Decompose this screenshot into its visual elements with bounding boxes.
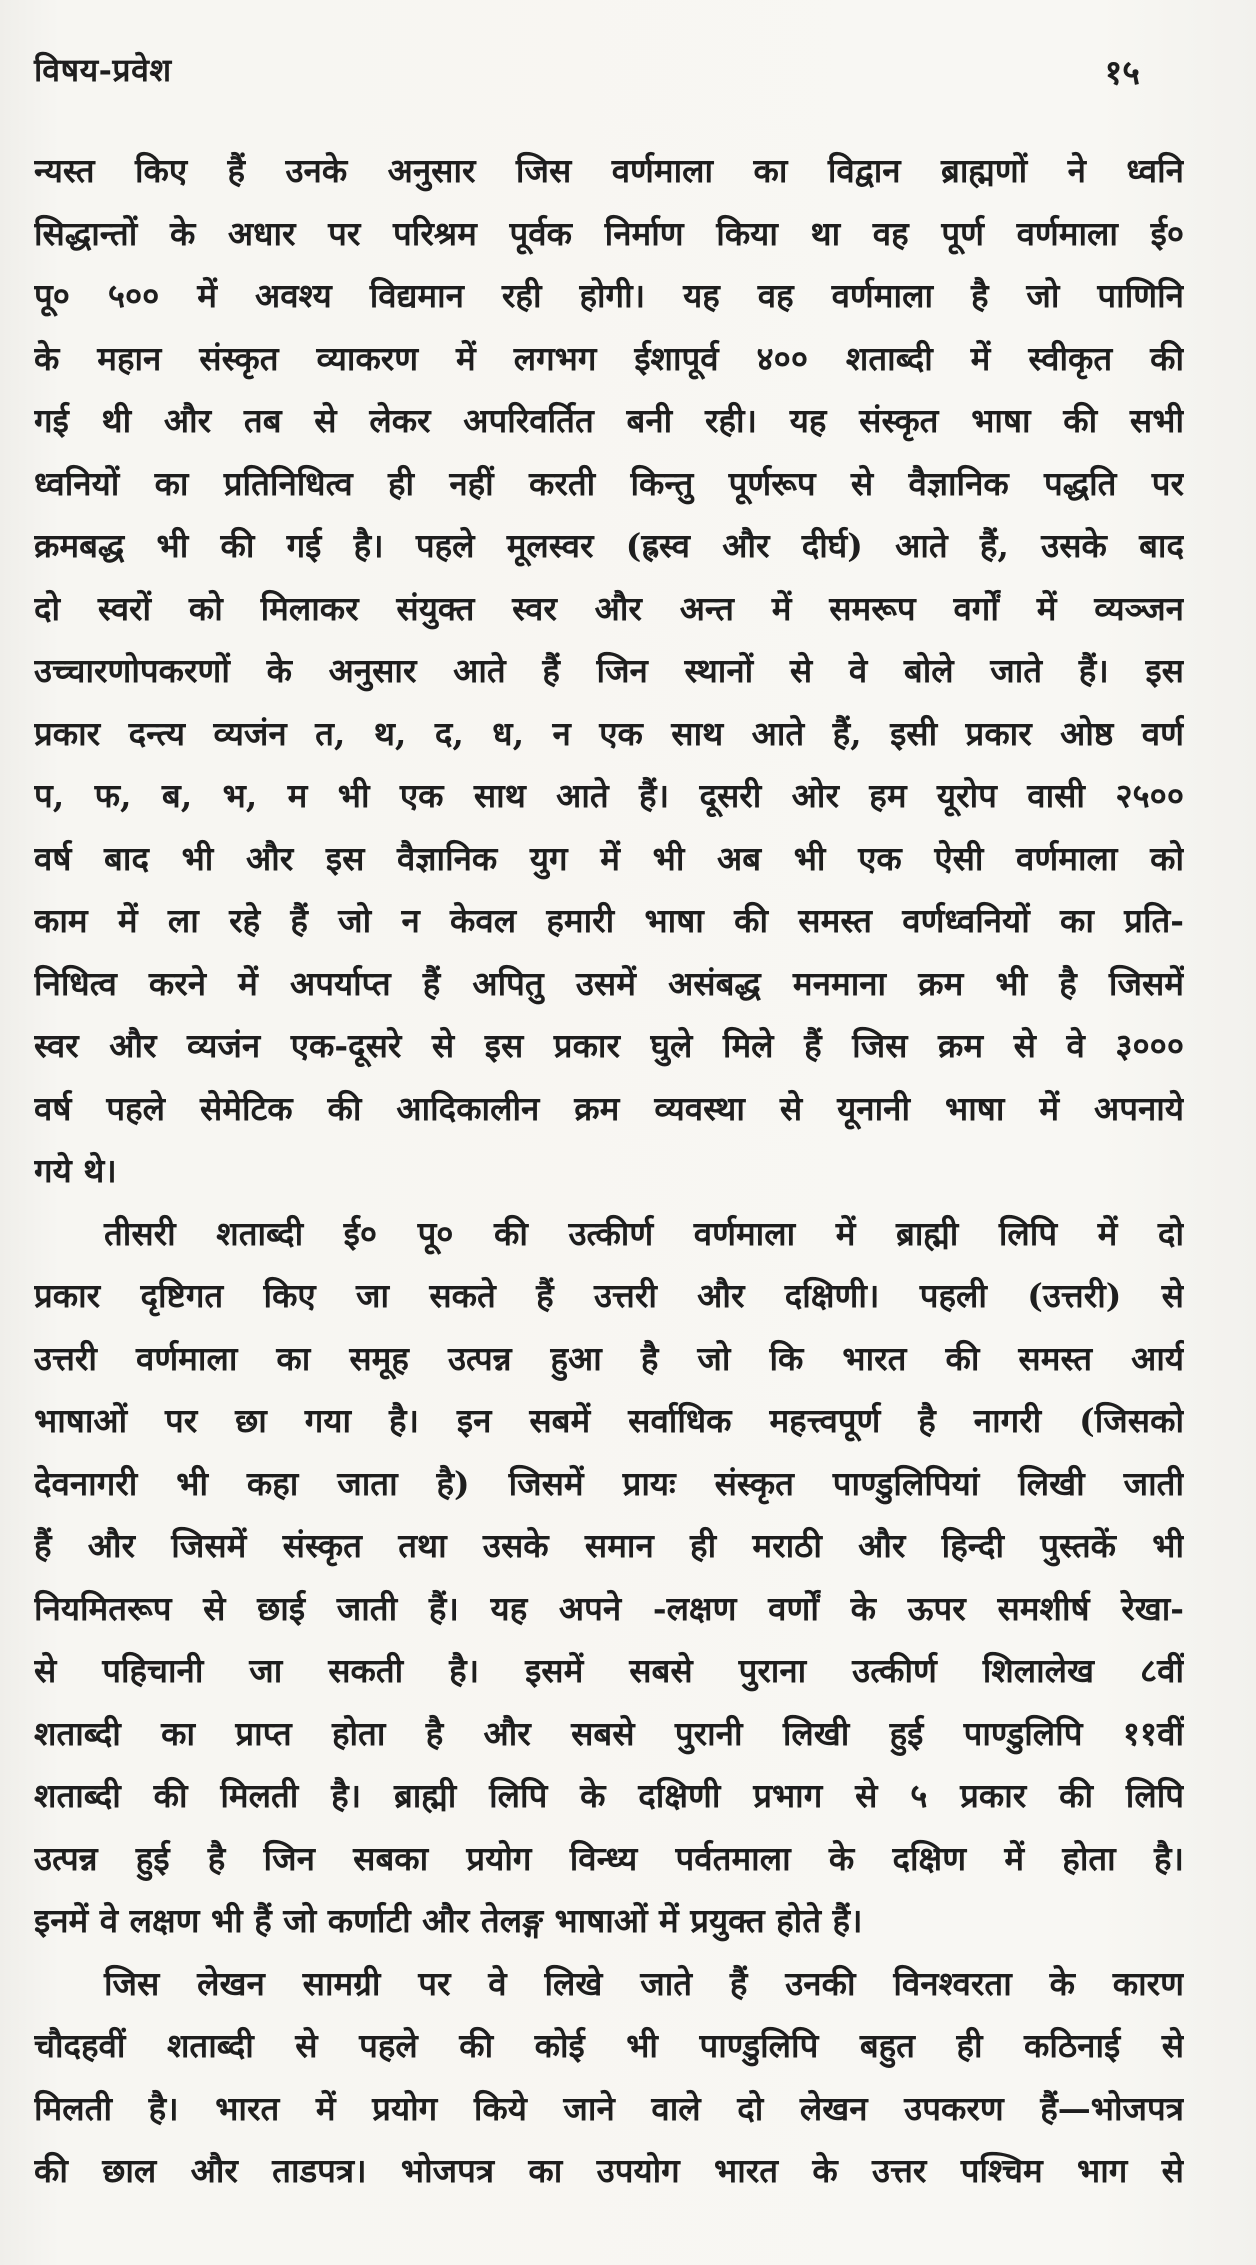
text-line: नियमितरूप से छाई जाती हैं। यह अपने -लक्षण वर्णों के ऊपर समशीर्ष रेखा- xyxy=(34,1588,1184,1628)
text-line: उत्पन्न हुई है जिन सबका प्रयोग विन्ध्य पर्वतमाला के दक्षिण में होता है। xyxy=(34,1838,1184,1878)
text-line: दो स्वरों को मिलाकर संयुक्त स्वर और अन्त में समरूप वर्गों में व्यञ्जन xyxy=(34,588,1184,628)
text-line: शताब्दी का प्राप्त होता है और सबसे पुरानी लिखी हुई पाण्डुलिपि ११वीं xyxy=(34,1713,1184,1753)
text-line: की छाल और ताडपत्र। भोजपत्र का उपयोग भारत के उत्तर पश्चिम भाग से xyxy=(34,2151,1184,2190)
text-line: सिद्धान्तों के अधार पर परिश्रम पूर्वक निर्माण किया था वह पूर्ण वर्णमाला ई० xyxy=(34,213,1184,253)
text-line: शताब्दी की मिलती है। ब्राह्मी लिपि के दक्षिणी प्रभाग से ५ प्रकार की लिपि xyxy=(34,1776,1184,1815)
page-header xyxy=(34,48,1200,108)
text-line: चौदहवीं शताब्दी से पहले की कोई भी पाण्डुलिपि बहुत ही कठिनाई से xyxy=(34,2026,1184,2065)
text-line: पू० ५०० में अवश्य विद्यमान रही होगी। यह वह वर्णमाला है जो पाणिनि xyxy=(34,276,1184,315)
body-text xyxy=(34,140,1184,2203)
text-line: उत्तरी वर्णमाला का समूह उत्पन्न हुआ है जो कि भारत की समस्त आर्य xyxy=(34,1338,1184,1378)
text-line: निधित्व करने में अपर्याप्त हैं अपितु उसमें असंबद्ध मनमाना क्रम भी है जिसमें xyxy=(34,963,1184,1003)
text-line: हैं और जिसमें संस्कृत तथा उसके समान ही मराठी और हिन्दी पुस्तकें भी xyxy=(34,1526,1184,1565)
text-line: गई थी और तब से लेकर अपरिवर्तित बनी रही। यह संस्कृत भाषा की सभी xyxy=(34,401,1184,440)
text-line: ध्वनियों का प्रतिनिधित्व ही नहीं करती किन्तु पूर्णरूप से वैज्ञानिक पद्धति पर xyxy=(34,463,1184,503)
text-line: वर्ष बाद भी और इस वैज्ञानिक युग में भी अब भी एक ऐसी वर्णमाला को xyxy=(34,838,1184,878)
text-line: काम में ला रहे हैं जो न केवल हमारी भाषा की समस्त वर्णध्वनियों का प्रति- xyxy=(34,901,1184,940)
text-line: भाषाओं पर छा गया है। इन सबमें सर्वाधिक महत्त्वपूर्ण है नागरी (जिसको xyxy=(34,1401,1184,1440)
text-line: प, फ, ब, भ, म भी एक साथ आते हैं। दूसरी ओर हम यूरोप वासी २५०० xyxy=(34,776,1184,815)
text-line: गये थे। xyxy=(34,1151,117,1190)
text-line: न्यस्त किए हैं उनके अनुसार जिस वर्णमाला का विद्वान ब्राह्मणों ने ध्वनि xyxy=(34,151,1184,190)
text-line: तीसरी शताब्दी ई० पू० की उत्कीर्ण वर्णमाला में ब्राह्मी लिपि में दो xyxy=(104,1213,1184,1253)
text-line: स्वर और व्यजंन एक-दूसरे से इस प्रकार घुले मिले हैं जिस क्रम से वे ३००० xyxy=(34,1026,1184,1065)
text-line: प्रकार दन्त्य व्यजंन त, थ, द, ध, न एक साथ आते हैं, इसी प्रकार ओष्ठ वर्ण xyxy=(34,713,1184,753)
text-line: से पहिचानी जा सकती है। इसमें सबसे पुराना उत्कीर्ण शिलालेख ८वीं xyxy=(34,1651,1184,1690)
text-line: प्रकार दृष्टिगत किए जा सकते हैं उत्तरी और दक्षिणी। पहली (उत्तरी) से xyxy=(34,1276,1184,1315)
text-line: वर्ष पहले सेमेटिक की आदिकालीन क्रम व्यवस्था से यूनानी भाषा में अपनाये xyxy=(34,1088,1184,1128)
text-line: क्रमबद्ध भी की गई है। पहले मूलस्वर (ह्रस्व और दीर्घ) आते हैं, उसके बाद xyxy=(34,526,1184,565)
text-line: के महान संस्कृत व्याकरण में लगभग ईशापूर्व ४०० शताब्दी में स्वीकृत की xyxy=(34,338,1184,378)
text-line: मिलती है। भारत में प्रयोग किये जाने वाले दो लेखन उपकरण हैं—भोजपत्र xyxy=(34,2088,1184,2128)
page-number: १५ xyxy=(1104,53,1140,93)
text-line: इनमें वे लक्षण भी हैं जो कर्णाटी और तेलङ्ग भाषाओं में प्रयुक्त होते हैं। xyxy=(34,1901,863,1940)
text-line: जिस लेखन सामग्री पर वे लिखे जाते हैं उनकी विनश्वरता के कारण xyxy=(104,1963,1184,2003)
running-title: विषय-प्रवेश xyxy=(34,51,172,89)
text-line: देवनागरी भी कहा जाता है) जिसमें प्रायः संस्कृत पाण्डुलिपियां लिखी जाती xyxy=(34,1463,1184,1503)
text-line: उच्चारणोपकरणों के अनुसार आते हैं जिन स्थानों से वे बोले जाते हैं। इस xyxy=(34,651,1184,690)
